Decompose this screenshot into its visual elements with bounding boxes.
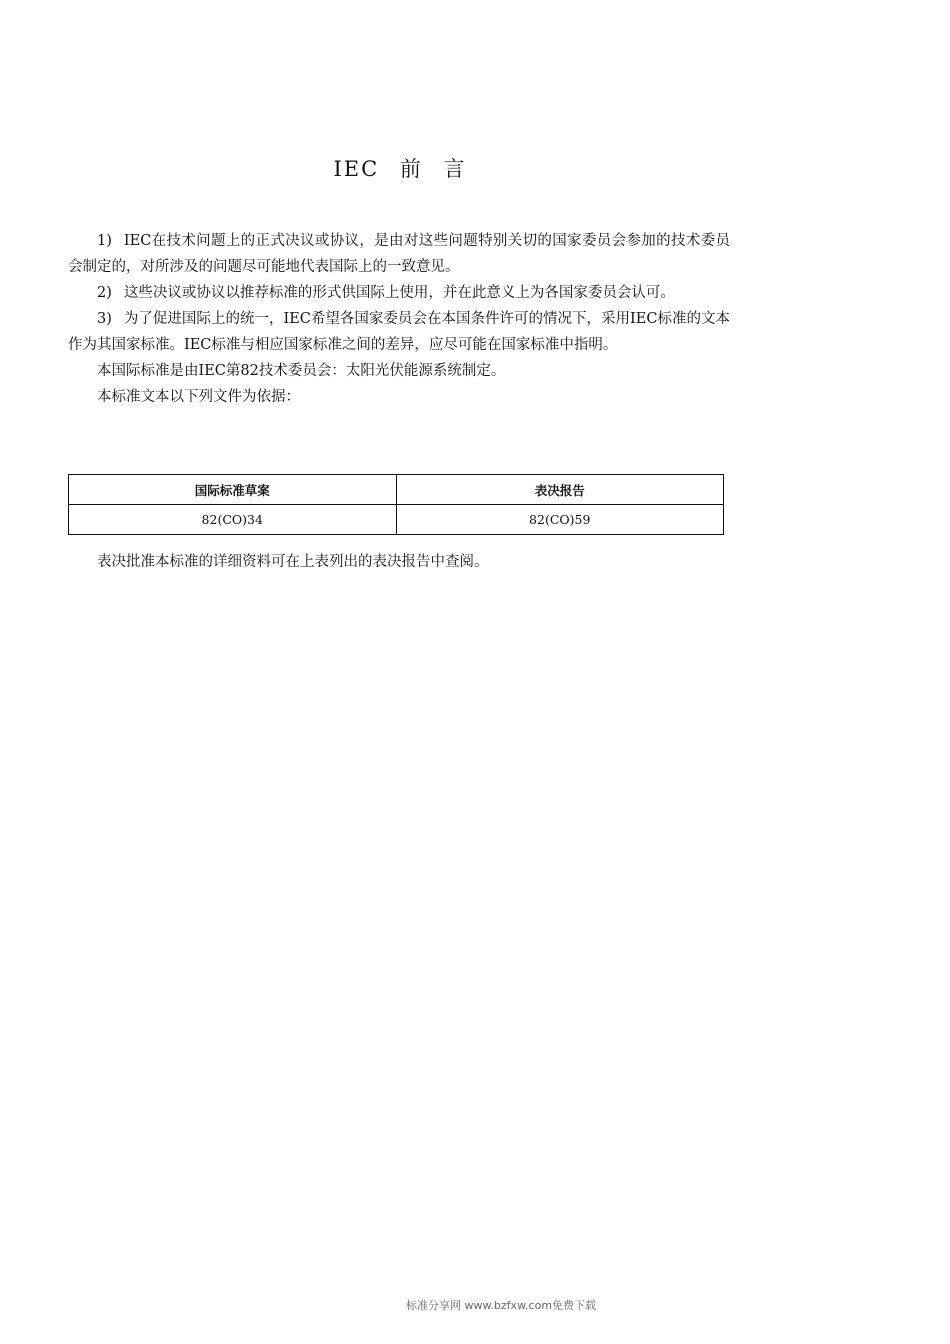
statement-basis: 本标准文本以下列文件为依据： (97, 389, 300, 405)
page-title (0, 153, 800, 183)
title-yan: 言 (443, 157, 467, 181)
paragraph-3 (68, 306, 730, 358)
table-cell-report: 82(CO)59 (396, 505, 724, 535)
statement-committee: 本国际标准是由IEC第82技术委员会：太阳光伏能源系统制定。 (97, 363, 506, 379)
documents-table (68, 474, 724, 535)
table-header-report: 表决报告 (396, 475, 724, 505)
title-qian: 前 (399, 157, 423, 181)
paragraph-1-number: 1) (97, 233, 112, 249)
foreword-body (68, 228, 730, 410)
paragraph-2-text: 这些决议或协议以推荐标准的形式供国际上使用，并在此意义上为各国家委员会认可。 (123, 285, 675, 301)
paragraph-2-number: 2) (97, 285, 112, 301)
table-row (69, 505, 724, 535)
paragraph-1 (68, 228, 730, 280)
footer-watermark: 标准分享网 www.bzfxw.com免费下载 (405, 1299, 597, 1312)
title-iec: IEC (333, 157, 380, 181)
paragraph-3-text: 为了促进国际上的统一，IEC希望各国家委员会在本国条件许可的情况下，采用IEC标准的文本作为其国家标准。IEC标准与相应国家标准之间的差异，应尽可能在国家标准中指明。 (68, 311, 730, 353)
table-cell-draft: 82(CO)34 (69, 505, 397, 535)
paragraph-1-text: IEC在技术问题上的正式决议或协议，是由对这些问题特别关切的国家委员会参加的技术委员会制定的，对所涉及的问题尽可能地代表国际上的一致意见。 (68, 233, 730, 275)
table-header-row (69, 475, 724, 505)
paragraph-2 (68, 280, 730, 306)
closing-statement: 表决批准本标准的详细资料可在上表列出的表决报告中查阅。 (97, 554, 489, 570)
paragraph-3-number: 3) (97, 311, 112, 327)
table-header-draft: 国际标准草案 (69, 475, 397, 505)
